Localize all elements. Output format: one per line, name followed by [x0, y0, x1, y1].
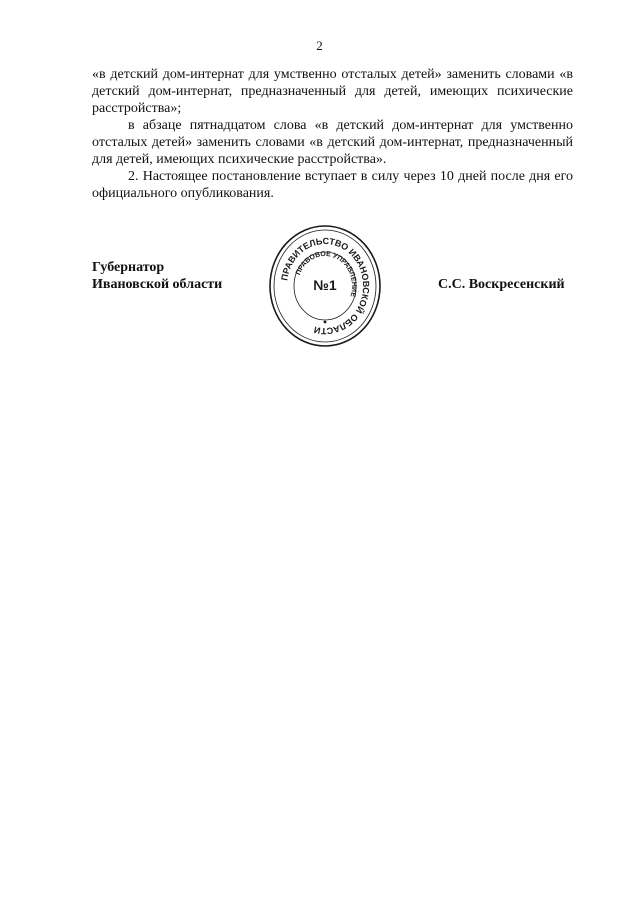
seal-center-text: №1	[313, 277, 337, 293]
page-number: 2	[316, 38, 323, 53]
official-seal	[266, 222, 384, 350]
seal-inner-text: ПРАВОВОЕ УПРАВЛЕНИЕ	[295, 250, 358, 298]
seal-outer-text: ПРАВИТЕЛЬСТВО ИВАНОВСКОЙ ОБЛАСТИ	[279, 235, 372, 337]
seal-dot	[324, 321, 327, 324]
signatory-title-line2: Ивановской области	[92, 277, 223, 292]
document-body	[92, 66, 573, 202]
signatory-title	[92, 259, 222, 293]
paragraph-replacement-1: «в детский дом-интернат для умственно отсталых детей» заменить словами «в детский дом-интернат, предназначенный для детей, имеющих психические расстройства»;	[92, 67, 573, 116]
paragraph-effective-date: 2. Настоящее постановление вступает в силу через 10 дней после дня его официального опубликования.	[92, 169, 573, 201]
seal-graphic	[266, 222, 384, 350]
paragraph-replacement-2: в абзаце пятнадцатом слова «в детский дом-интернат для умственно отсталых детей» заменить словами «в детский дом-интернат, предназначенный для детей, имеющих психические расстройства».	[92, 118, 573, 167]
signatory-name: С.С. Воскресенский	[438, 277, 565, 292]
signatory-title-line1: Губернатор	[92, 260, 165, 275]
